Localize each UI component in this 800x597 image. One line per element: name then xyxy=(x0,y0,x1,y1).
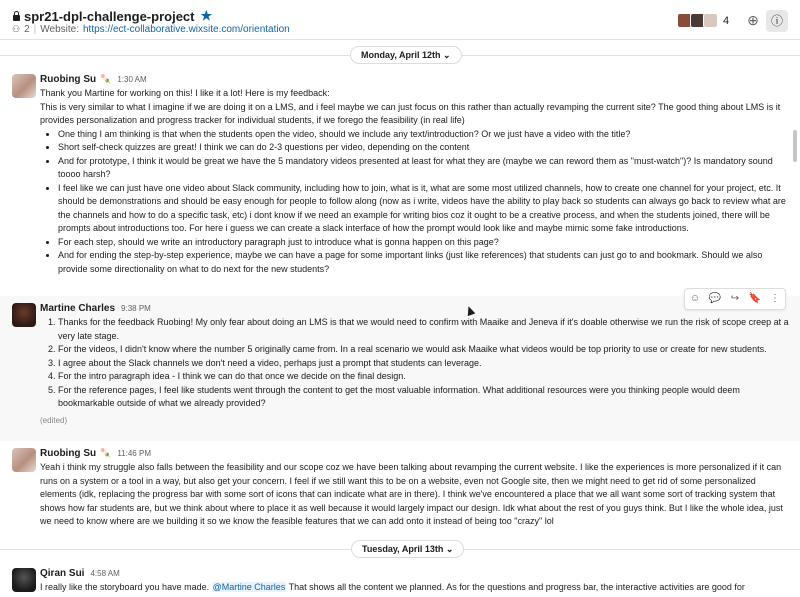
date-pill[interactable]: Tuesday, April 13th ⌄ xyxy=(351,540,464,558)
lock-icon xyxy=(12,11,21,21)
list-item: 1. Thanks for the feedback Ruobing! My only fear about doing an LMS is that we would need to confirm with Maaike and Jeneva if it's doable otherwise we run the risk of scope creep at a very late stage. xyxy=(58,316,792,343)
message xyxy=(0,564,800,597)
status-emoji: 🍡 xyxy=(100,74,112,84)
message-text: Yeah i think my struggle also falls between the feasibility and our scope coz we have been talking about revamping the current website. I like the experiences is more personalized if it can runs on a system or a tool in a way, but also get your concern. I feel if we still want this to be on a website, even not Google site, then we might need to get rid of some personalized elements (idk, replacing the progress bar with some sort of icons that can indicate what are in there). I think we've encountered a place that we all want some sort of tracking system that shows how far students are, but we think about where to place it as well because it would largely impact our design. Idk what about the rest of you guys think. But I like the whole idea, just we need to know where are we building it so we know the feasible features that we can add onto it instead of being too "crazy" lol xyxy=(40,462,783,526)
date-pill[interactable]: Monday, April 12th ⌄ xyxy=(350,46,462,64)
member-count[interactable]: 4 xyxy=(723,15,730,27)
message-header xyxy=(40,568,120,579)
website-label: Website: xyxy=(40,24,79,35)
list-item: • Short self-check quizzes are great! I think we can do 2-3 questions per video, depending on the content xyxy=(58,141,792,155)
message-header xyxy=(40,448,151,459)
list-item: • And for ending the step-by-step experience, maybe we can have a page for some important links (just like references) that students can just go to and bookmark. Should we also provide some directionality on what to do next for the new students? xyxy=(58,249,792,276)
message-text: This is very similar to what I imagine if we are doing it on a LMS, and i feel maybe we can just focus on this rather than actually revamping the current site? The good thing about LMS is it provides personalization and progress tracker for individual students, if we forego the feasibility (in real life) xyxy=(40,101,781,125)
message-body xyxy=(40,87,792,276)
channel-meta xyxy=(12,24,290,35)
edited-label: (edited) xyxy=(40,415,68,425)
message-body xyxy=(40,316,792,427)
message-actions xyxy=(684,288,786,310)
sender-name[interactable]: Qiran Sui xyxy=(40,568,85,579)
avatar xyxy=(703,13,718,28)
message xyxy=(0,296,800,441)
message-text xyxy=(40,581,792,595)
website-link[interactable]: https://ect-collaborative.wixsite.com/orientation xyxy=(82,24,290,35)
bookmark-icon[interactable]: 🔖 xyxy=(748,293,762,304)
message-header xyxy=(40,303,151,314)
list-item: • One thing I am thinking is that when the students open the video, should we include any text/introduction? Or we just have a video with the title? xyxy=(58,128,792,142)
date-divider xyxy=(0,539,800,559)
avatar[interactable] xyxy=(12,568,36,592)
numbered-list xyxy=(40,316,792,411)
list-item: 4. For the intro paragraph idea - I think we can do that once we decide on the final design. xyxy=(58,370,792,384)
channel-header xyxy=(0,0,800,40)
list-item: • For each step, should we write an introductory paragraph just to introduce what is gonna happen on this page? xyxy=(58,236,792,250)
avatar[interactable] xyxy=(12,74,36,98)
message xyxy=(0,71,800,296)
message-text-end: That shows all the content we planned. As for the questions and progress bar, the interactive activities are good for xyxy=(286,582,745,592)
meta-separator: | xyxy=(33,24,37,35)
channel-name[interactable]: spr21-dpl-challenge-project xyxy=(24,8,195,24)
add-reaction-icon[interactable]: ☺ xyxy=(689,293,701,304)
bullet-list xyxy=(40,128,792,277)
list-item: 5. For the reference pages, I feel like students went through the content to get the most valuable information. What additional resources were you thinking people would deem bookmarkable outside of what we already provided? xyxy=(58,384,792,411)
list-item: • I feel like we can just have one video about Slack community, including how to join, what is it, what are some most utilized channels, how to create one channel for your project, etc. It should be demonstrations and should be easy enough for people to follow along (now as i write, videos have the ability to play back so students can always go back to review what are the channels and how to do a specific task, etc) i dont know if we need an example for writing bios coz it ought to be a creative process, and when the students joined, there will be prompts about introductions too. For here i guess we can create a slack interface of how the prompt would look like and maybe mimic some fake introductions. xyxy=(58,182,792,236)
list-item: 3. I agree about the Slack channels we don't need a video, perhaps just a prompt that students can leverage. xyxy=(58,357,792,371)
avatar[interactable] xyxy=(12,303,36,327)
message-header xyxy=(40,74,147,85)
meta-member-count[interactable]: 2 xyxy=(24,24,30,35)
message-body xyxy=(40,461,792,529)
more-actions-icon[interactable]: ⋮ xyxy=(770,293,780,304)
list-item: • And for prototype, I think it would be great we have the 5 mandatory videos presented at least for what they are (maybe we can reword them as "must-watch")? Is mandatory sound toooo harsh? xyxy=(58,155,792,182)
sender-name[interactable]: Ruobing Su xyxy=(40,448,97,459)
timestamp[interactable]: 1:30 AM xyxy=(117,75,147,84)
people-icon: ⚇ xyxy=(12,24,21,34)
add-member-icon[interactable]: ⊕ xyxy=(747,12,759,28)
message-text: Thank you Martine for working on this! I like it a lot! Here is my feedback: xyxy=(40,88,330,98)
share-icon[interactable]: ↪ xyxy=(730,293,740,304)
list-item: 2. For the videos, I didn't know where the number 5 originally came from. In a real scenario we would ask Maaike what videos would be top priority to use or create for new students. xyxy=(58,343,792,357)
date-divider xyxy=(0,45,800,65)
timestamp[interactable]: 4:58 AM xyxy=(90,569,120,578)
status-emoji: 🍡 xyxy=(100,448,112,458)
channel-title[interactable] xyxy=(12,8,212,24)
sender-name[interactable]: Martine Charles xyxy=(40,303,116,314)
message-text-start: I really like the storyboard you have made. xyxy=(40,582,212,592)
sender-name[interactable]: Ruobing Su xyxy=(40,74,97,85)
timestamp[interactable]: 9:38 PM xyxy=(121,304,151,313)
info-icon[interactable]: ⓘ xyxy=(766,10,788,32)
message-body xyxy=(40,581,792,595)
reply-thread-icon[interactable]: 💬 xyxy=(708,293,722,304)
avatar[interactable] xyxy=(12,448,36,472)
scrollbar[interactable] xyxy=(793,130,797,162)
member-avatars[interactable] xyxy=(677,13,716,28)
star-icon[interactable]: ★ xyxy=(200,8,213,23)
user-mention[interactable]: @Martine Charles xyxy=(212,582,286,592)
timestamp[interactable]: 11:46 PM xyxy=(117,449,151,458)
message xyxy=(0,443,800,533)
